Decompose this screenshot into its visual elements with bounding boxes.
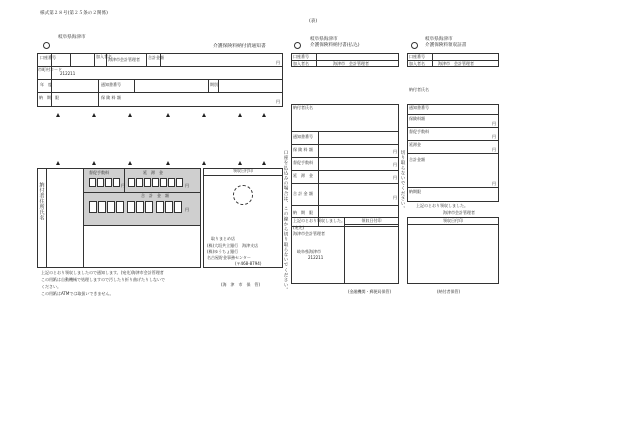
transfer-addressee: (宛先) [293,225,305,230]
bank-3: 名古屋貯金事務センター [207,255,251,260]
certificate-payer-label: 納付者氏名 [409,87,429,92]
certificate-premium-label: 保険料額 [409,116,425,121]
certificate-subscriber-value: 海津市 会計管理者 [438,61,474,66]
note-ocr-1: この用紙は自動機械で処理しますので汚したり折り曲げたりしないで [41,277,165,282]
transfer-addressee-name: 海津市会計管理者 [293,231,325,236]
delay-label: 延 滞 金 [143,170,163,175]
certificate-due-label: 納期限 [409,189,421,194]
total-amount-label: 合計金額 [148,55,164,60]
bank-1: (株)大垣共立銀行 海津支店 [207,243,259,248]
seal-icon [411,42,418,49]
transfer-header: 岐阜県海津市 [310,37,338,42]
transfer-account-label: 口座番号 [293,54,309,59]
transfer-subscriber-value: 海津市 会計管理者 [333,61,369,66]
transfer-code: 212211 [308,255,324,260]
certificate-title: 介護保険料領収証書 [425,43,467,48]
transfer-delay-label: 延 滞 金 [293,173,313,178]
transfer-received: 上記のとおり領収しました。 [293,218,345,223]
notice-footer: (海 津 市 保 管) [221,282,261,287]
yen-unit: 円 [393,175,397,180]
certificate-received: 上記のとおり領収しました。 [416,203,468,208]
yen-unit: 円 [492,121,496,126]
transfer-due-label: 納 期 限 [293,210,313,215]
note-ocr-3: この用紙はATMでは取扱いできません。 [41,291,114,296]
municipality-code: 212211 [60,71,76,76]
subscriber-label: 加入者名 [96,54,112,59]
bank-2: (株)ゆうちょ銀行 [207,249,239,254]
postal-code: (〒468-8794) [235,261,262,266]
period-label: 期別 [210,82,218,87]
yen-unit: 円 [492,147,496,152]
certificate-stamp-box [407,217,499,284]
certificate-footer: (納付者保管) [437,289,461,294]
premium-label: 保 険 料 額 [101,95,121,100]
stamp-area [233,185,253,205]
transfer-footer: (金融機関・郵便局保管) [348,289,392,294]
yen-unit: 円 [393,195,397,200]
transfer-fold-note: 口座を払込みの場合は、この線から切り取らないでください。 [283,150,289,293]
notice-header: 岐阜県海津市 [58,35,86,40]
year-label: 年 度 [40,82,52,87]
certificate-account-label: 口座番号 [409,54,425,59]
transfer-total-label: 合 計 金 額 [293,191,313,196]
transfer-stamp-label: 領収日付印 [361,218,382,223]
note-ocr-2: ください。 [41,284,61,289]
certificate-delay-label: 延滞金 [409,142,421,147]
account-label: 口座番号 [40,55,56,60]
certificate-fee-label: 督促手数料 [409,129,429,134]
certificate-fold-note: 切り取らないでください。 [400,150,406,212]
transfer-payer-label: 納付者氏名 [293,105,313,110]
payer-label: 納付者住所氏名 [38,182,45,221]
yen-unit: 円 [492,134,496,139]
certificate-header: 岐阜県海津市 [425,37,453,42]
sum-label: 合 計 金 額 [141,193,169,198]
yen-unit: 円 [492,181,496,186]
seal-icon [294,42,301,49]
certificate-total-label: 合計金額 [409,157,425,162]
yen-unit: 円 [276,60,280,65]
notice-title: 介護保険料納付済通知書 [213,44,266,49]
transfer-notice-no-label: 通知書番号 [293,134,313,139]
due-date-label: 納 期 限 [39,95,59,100]
subscriber-value: 海津市会計管理者 [108,57,140,62]
note-receipt: 上記のとおり領収しましたので通知します。(宛先)海津市会計管理者 [41,270,164,275]
transfer-amount-grid [291,104,399,227]
certificate-addressee-name: 海津市会計管理者 [443,210,475,215]
yen-unit: 円 [393,149,397,154]
certificate-stamp-label: 領収日付印 [443,218,463,223]
certificate-subscriber-label: 加入者名 [409,61,425,66]
seal-icon [43,42,50,49]
transfer-city: 岐阜県海津市 [297,249,321,254]
transfer-subscriber-label: 加入者名 [293,61,309,66]
banks-title: 取りまとめ店 [211,236,235,241]
transfer-title: 介護保険料納付書(払込) [310,43,360,48]
yen-unit: 円 [276,99,280,104]
municipality-code-label: 市町村コード [38,67,62,72]
yen-unit: 円 [393,162,397,167]
form-number: 様式第２８号(第２５条の２関係) [40,11,108,16]
certificate-notice-no-label: 通知書番号 [409,105,429,110]
transfer-fee-label: 督促手数料 [293,160,313,165]
transfer-premium-label: 保 険 料 額 [293,147,313,152]
receipt-stamp-label: 領収日付印 [233,168,253,173]
page-label: (表) [309,19,318,24]
fee-label: 督促手数料 [89,170,109,175]
notice-no-label: 通知書番号 [101,82,121,87]
